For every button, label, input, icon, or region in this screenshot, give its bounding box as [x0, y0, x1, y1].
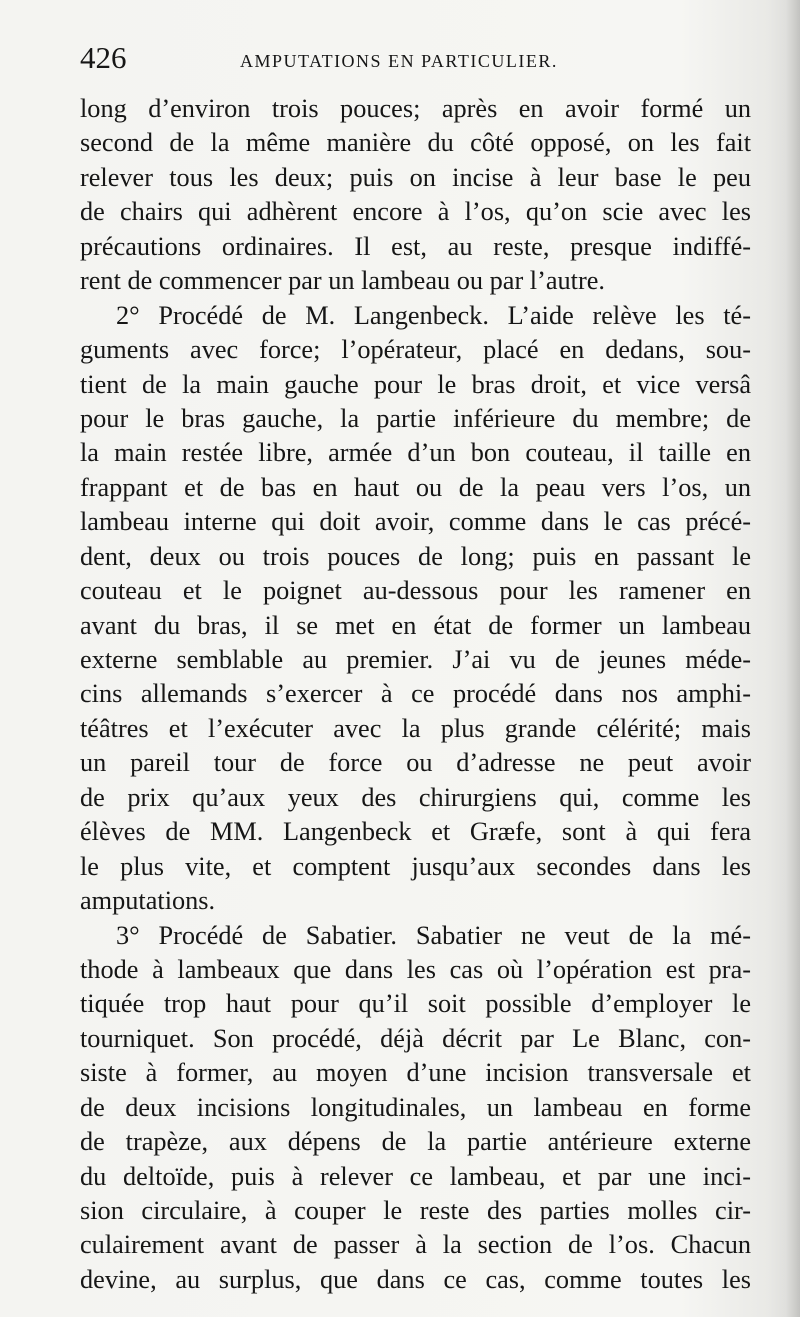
text-line: téâtres et l’exécuter avec la plus grande célérité; mais: [80, 713, 751, 743]
text-line: devine, au surplus, que dans ce cas, comme toutes les: [80, 1264, 751, 1294]
page-number: 426: [80, 40, 127, 75]
text-line: de deux incisions longitudinales, un lambeau en forme: [80, 1092, 751, 1122]
body-text: [80, 92, 751, 1297]
text-line: tiquée trop haut pour qu’il soit possible d’employer le: [80, 989, 751, 1019]
text-line: sion circulaire, à couper le reste des parties molles cir-: [80, 1196, 751, 1225]
text-line: frappant et de bas en haut ou de la peau vers l’os, un: [80, 472, 751, 502]
text-line: dent, deux ou trois pouces de long; puis en passant le: [80, 541, 751, 571]
text-line: second de la même manière du côté opposé, on les fait: [80, 128, 751, 158]
text-line: thode à lambeaux que dans les cas où l’opération est pra-: [80, 954, 751, 984]
text-line: externe semblable au premier. J’ai vu de jeunes méde-: [80, 645, 751, 674]
text-line: amputations.: [80, 886, 216, 916]
text-line: tient de la main gauche pour le bras droit, et vice versâ: [80, 369, 751, 399]
text-line: la main restée libre, armée d’un bon couteau, il taille en: [80, 438, 751, 468]
text-line: relever tous les deux; puis on incise à leur base le peu: [80, 162, 751, 192]
text-line-section-heading: 3° Procédé de Sabatier. Sabatier ne veut de la mé-: [116, 920, 751, 950]
text-line: un pareil tour de force ou d’adresse ne peut avoir: [80, 748, 751, 778]
text-line: guments avec force; l’opérateur, placé en dedans, sou-: [80, 335, 751, 365]
text-line: tourniquet. Son procédé, déjà décrit par Le Blanc, con-: [80, 1023, 751, 1053]
text-line: de prix qu’aux yeux des chirurgiens qui, comme les: [80, 782, 751, 812]
text-line: lambeau interne qui doit avoir, comme dans le cas précé-: [80, 507, 751, 537]
text-line-section-heading: 2° Procédé de M. Langenbeck. L’aide relève les té-: [116, 300, 751, 330]
text-line: le plus vite, et comptent jusqu’aux secondes dans les: [80, 851, 751, 881]
page-edge-shadow: [786, 0, 800, 1317]
running-title: AMPUTATIONS EN PARTICULIER.: [240, 51, 558, 71]
text-line: du deltoïde, puis à relever ce lambeau, et par une inci-: [80, 1161, 751, 1191]
text-line: pour le bras gauche, la partie inférieure du membre; de: [80, 403, 751, 433]
text-line: long d’environ trois pouces; après en avoir formé un: [80, 94, 751, 123]
text-line: élèves de MM. Langenbeck et Græfe, sont à qui fera: [80, 817, 751, 847]
text-line: cins allemands s’exercer à ce procédé dans nos amphi-: [80, 679, 751, 709]
text-line: siste à former, au moyen d’une incision transversale et: [80, 1058, 751, 1088]
running-head: [80, 38, 730, 78]
text-line: de chairs qui adhèrent encore à l’os, qu’on scie avec les: [80, 197, 751, 227]
text-line: rent de commencer par un lambeau ou par l’autre.: [80, 266, 605, 296]
text-line: de trapèze, aux dépens de la partie antérieure externe: [80, 1127, 751, 1157]
text-line: culairement avant de passer à la section de l’os. Chacun: [80, 1230, 751, 1260]
text-line: précautions ordinaires. Il est, au reste, presque indiffé-: [80, 231, 751, 261]
text-line: avant du bras, il se met en état de former un lambeau: [80, 610, 751, 640]
text-line: couteau et le poignet au-dessous pour les ramener en: [80, 576, 751, 606]
